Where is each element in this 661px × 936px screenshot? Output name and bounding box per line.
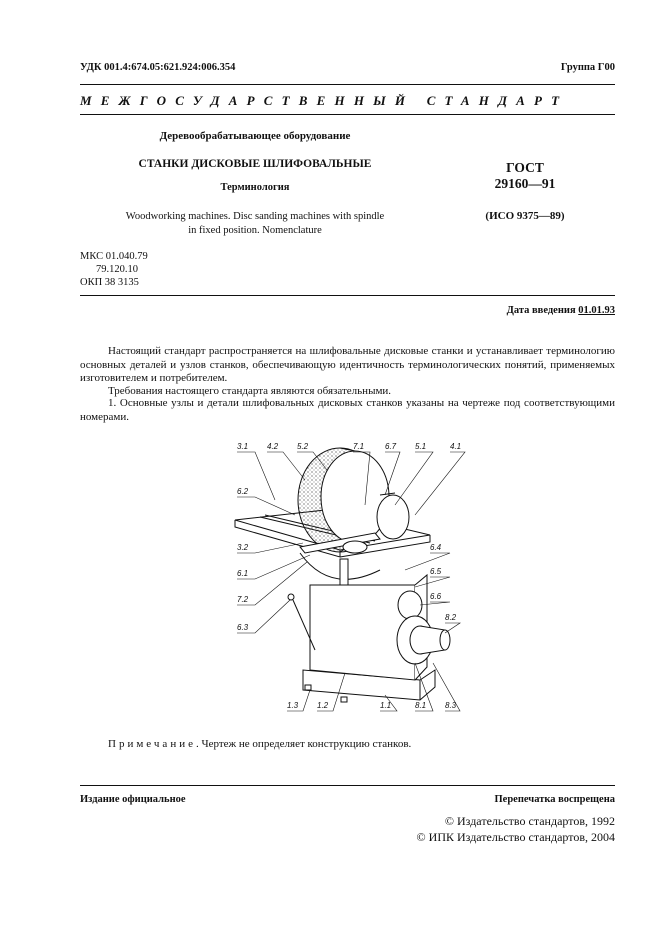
callout-6-4: 6.4 [430, 543, 442, 552]
mks-code-2: 79.120.10 [96, 264, 138, 275]
mks-code-1: МКС 01.040.79 [80, 251, 148, 262]
paragraph-requirements: Требования настоящего стандарта являются обязательными. [108, 385, 392, 397]
gost-label: ГОСТ [506, 160, 544, 175]
paragraph-scope: Настоящий стандарт распространяется на шлифовальные дисковые станки и устанавливает терминологию основных деталей и узлов станков, обеспечивающую идентичность терминологических понятий, применяемых изготовителем и потребителем. [80, 345, 615, 384]
callout-7-1: 7.1 [353, 442, 365, 451]
paragraph-item-1: 1. Основные узлы и детали шлифовальных дисковых станков указаны на чертеже под соответствующими номерами. [80, 397, 615, 423]
reprint-prohibited: Перепечатка воспрещена [494, 794, 615, 805]
introduction-date-value: 01.01.93 [578, 305, 615, 316]
copyright-1992: © Издательство стандартов, 1992 [444, 814, 615, 828]
copyright-2004: © ИПК Издательство стандартов, 2004 [416, 830, 615, 844]
header-rule [80, 84, 615, 85]
figure-note [108, 738, 411, 750]
official-edition: Издание официальное [80, 794, 186, 805]
machine-drawing [215, 435, 475, 715]
callout-1-3: 1.3 [287, 701, 299, 710]
gost-designation [470, 160, 580, 192]
note-prefix: Примечание [108, 738, 196, 750]
callout-1-1: 1.1 [380, 701, 392, 710]
callout-8-2: 8.2 [445, 613, 457, 622]
english-title-line1: Woodworking machines. Disc sanding machines with spindle [125, 211, 385, 222]
callout-6-3: 6.3 [237, 623, 249, 632]
iso-reference: (ИСО 9375—89) [485, 210, 565, 222]
english-title-line2: in fixed position. Nomenclature [188, 225, 322, 236]
callout-6-5: 6.5 [430, 567, 442, 576]
callout-8-3: 8.3 [445, 701, 457, 710]
category-heading: Деревообрабатывающее оборудование [159, 130, 351, 142]
callout-8-1: 8.1 [415, 701, 427, 710]
group-code: Группа Г00 [560, 62, 615, 73]
callout-3-2: 3.2 [237, 543, 249, 552]
callout-3-1: 3.1 [237, 442, 249, 451]
note-text: . Чертеж не определяет конструкцию станков. [195, 738, 412, 750]
callout-5-2: 5.2 [297, 442, 309, 451]
callout-7-2: 7.2 [237, 595, 249, 604]
document-subtitle: Терминология [220, 182, 290, 193]
classification-codes [80, 250, 148, 289]
udk-code: УДК 001.4:674.05:621.924:006.354 [80, 62, 236, 73]
banner-rule [80, 114, 615, 115]
callout-4-1: 4.1 [450, 442, 462, 451]
introduction-date-label: Дата введения [506, 305, 576, 316]
gost-number: 29160—91 [494, 176, 556, 191]
codes-rule [80, 295, 615, 296]
callout-6-1: 6.1 [237, 569, 249, 578]
standard-banner: МЕЖГОСУДАРСТВЕННЫЙ СТАНДАРТ [80, 93, 569, 108]
footer-rule [80, 785, 615, 786]
callout-5-1: 5.1 [415, 442, 427, 451]
english-title [80, 210, 430, 238]
document-title: СТАНКИ ДИСКОВЫЕ ШЛИФОВАЛЬНЫЕ [138, 158, 372, 170]
callout-1-2: 1.2 [317, 701, 329, 710]
callout-6-2: 6.2 [237, 487, 249, 496]
introduction-date [507, 305, 615, 316]
callout-6-6: 6.6 [430, 592, 442, 601]
callout-4-2: 4.2 [267, 442, 279, 451]
okp-code: ОКП 38 3135 [80, 277, 139, 288]
callout-6-7: 6.7 [385, 442, 397, 451]
